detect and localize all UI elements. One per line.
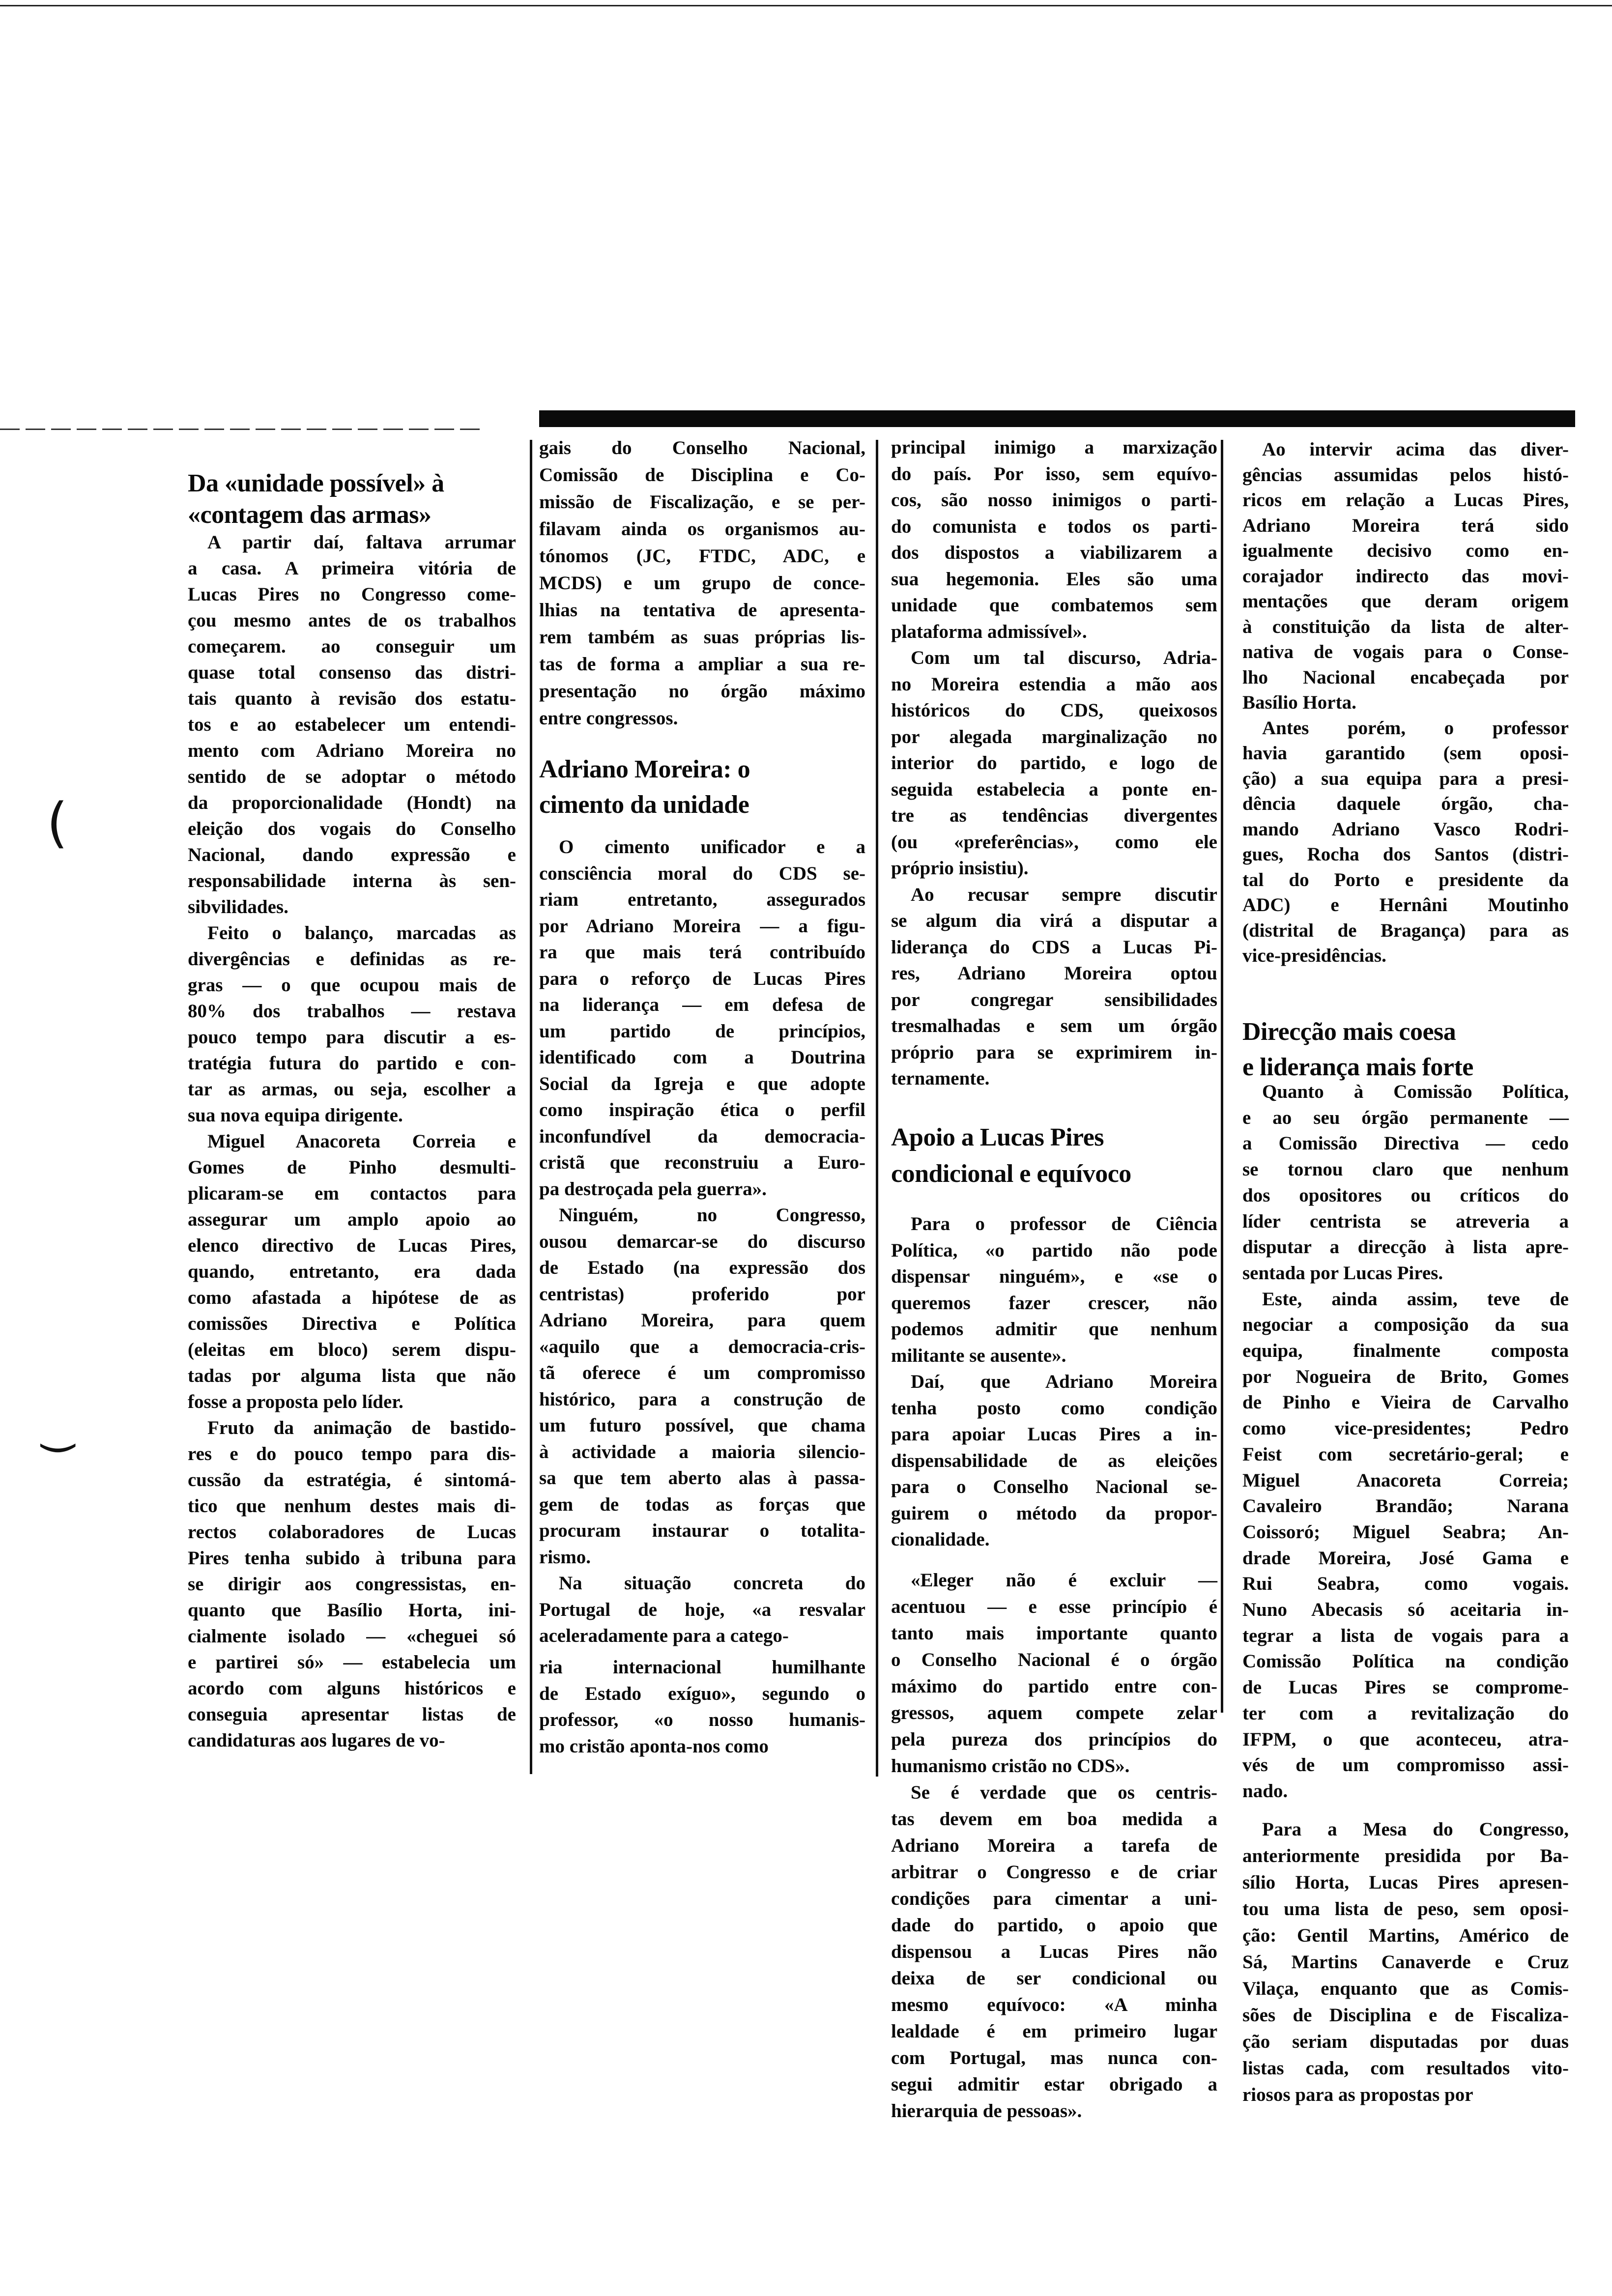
text-line: MCDS) e um grupo de conce-	[539, 573, 865, 594]
heading-line: Apoio a Lucas Pires	[891, 1123, 1104, 1151]
text-line: à constituição da lista de alter-	[1242, 616, 1569, 637]
paragraph	[891, 434, 1217, 645]
text-line: dade do partido, o apoio que	[891, 1915, 1217, 1936]
text-line: dência daquele órgão, cha-	[1242, 793, 1569, 814]
paragraph	[1242, 1287, 1569, 1805]
text-line: sílio Horta, Lucas Pires apresen-	[1242, 1872, 1569, 1893]
article-body	[1242, 437, 1569, 969]
text-line: queremos fazer crescer, não	[891, 1292, 1217, 1314]
text-line: Nacional, dando expressão e	[188, 844, 516, 865]
text-line: çou mesmo antes de os trabalhos	[188, 610, 516, 631]
heading-line: «contagem das armas»	[188, 501, 432, 529]
text-line: tónomos (JC, FTDC, ADC, e	[539, 545, 865, 567]
text-line: igualmente decisivo como en-	[1242, 540, 1569, 561]
text-line: nativa de vogais para o Conse-	[1242, 641, 1569, 662]
text-line: rem também as suas próprias lis-	[539, 627, 865, 648]
text-line: sa que tem aberto alas à passa-	[539, 1467, 865, 1489]
text-line: gras — o que ocupou mais de	[188, 975, 516, 996]
heading-line: cimento da unidade	[539, 791, 749, 819]
text-line: ção seriam disputadas por duas	[1242, 2031, 1569, 2052]
text-line: próprio insistiu).	[891, 858, 1029, 879]
text-line: Se é verdade que os centris-	[911, 1782, 1217, 1803]
text-line: dispensou a Lucas Pires não	[891, 1941, 1217, 1962]
paragraph	[891, 1369, 1217, 1553]
paragraph	[188, 529, 516, 920]
text-line: tas de forma a ampliar a sua re-	[539, 654, 865, 675]
text-line: «Eleger não é excluir —	[911, 1570, 1217, 1591]
text-line: quando, entretanto, era dada	[188, 1261, 516, 1282]
text-line: sentido de se adoptar o método	[188, 766, 516, 787]
paragraph	[891, 1567, 1217, 1779]
text-line: Política, «o partido não pode	[891, 1239, 1217, 1261]
left-dashed-rule	[0, 429, 484, 430]
text-line: Lucas Pires no Congresso come-	[188, 584, 516, 605]
text-line: se dirigir aos congressistas, en-	[188, 1574, 516, 1595]
text-line: Comissão de Disciplina e Co-	[539, 464, 865, 486]
text-line: assegurar um amplo apoio ao	[188, 1209, 516, 1230]
text-line: tais quanto à revisão dos estatu-	[188, 688, 516, 709]
text-line: no Moreira estendia a mão aos	[891, 673, 1217, 695]
text-line: Adriano Moreira a tarefa de	[891, 1835, 1217, 1856]
column-divider	[876, 440, 878, 1777]
text-line: rismo.	[539, 1546, 591, 1568]
text-line: fosse a proposta pelo líder.	[188, 1391, 403, 1412]
text-line: corajador indirecto das movi-	[1242, 565, 1569, 587]
text-line: vés de um compromisso assi-	[1242, 1754, 1569, 1776]
text-line: com Portugal, mas nunca con-	[891, 2047, 1217, 2068]
text-line: tegrar a lista de vogais para a	[1242, 1625, 1569, 1646]
text-line: lho Nacional encabeçada por	[1242, 666, 1569, 688]
text-line: (ou «preferências», como ele	[891, 831, 1217, 853]
text-line: riam entretanto, assegurados	[539, 889, 865, 910]
text-line: Miguel Anacoreta Correia e	[207, 1131, 516, 1152]
text-line: sibvilidades.	[188, 896, 288, 918]
text-line: Para o professor de Ciência	[911, 1213, 1217, 1234]
text-line: para o reforço de Lucas Pires	[539, 968, 865, 989]
text-line: e ao seu órgão permanente —	[1242, 1107, 1569, 1128]
text-line: o Conselho Nacional é o órgão	[891, 1649, 1217, 1670]
header-black-bar	[539, 410, 1575, 427]
text-line: lealdade é em primeiro lugar	[891, 2021, 1217, 2042]
text-line: acentuou — e esse princípio é	[891, 1596, 1217, 1617]
text-line: (eleitas em bloco) serem dispu-	[188, 1339, 516, 1360]
text-line: procuram instaurar o totalita-	[539, 1520, 865, 1541]
text-line: tas devem em boa medida a	[891, 1808, 1217, 1830]
paragraph	[891, 645, 1217, 882]
text-line: ternamente.	[891, 1068, 990, 1089]
text-line: sões de Disciplina e de Fiscaliza-	[1242, 2005, 1569, 2026]
text-line: liderança do CDS a Lucas Pi-	[891, 936, 1217, 958]
text-line: guirem o método da propor-	[891, 1502, 1217, 1524]
article-body	[539, 1654, 865, 1759]
text-line: hierarquia de pessoas».	[891, 2100, 1082, 2122]
text-line: Comissão Política na condição	[1242, 1651, 1569, 1672]
text-line: dispensabilidade de as eleições	[891, 1450, 1217, 1471]
text-line: comissões Directiva e Política	[188, 1313, 516, 1334]
text-line: havia garantido (sem oposi-	[1242, 743, 1569, 764]
text-line: seguida estabelecia a ponte en-	[891, 778, 1217, 800]
text-line: Daí, que Adriano Moreira	[911, 1371, 1217, 1392]
text-line: gem de todas as forças que	[539, 1493, 865, 1515]
text-line: Ao recusar sempre discutir	[911, 884, 1217, 905]
text-line: segui admitir estar obrigado a	[891, 2074, 1217, 2095]
heading-line: Adriano Moreira: o	[539, 755, 750, 783]
text-line: plataforma admissível».	[891, 621, 1087, 642]
text-line: tos e ao estabelecer um entendi-	[188, 714, 516, 735]
text-line: plicaram-se em contactos para	[188, 1183, 516, 1204]
text-line: Com um tal discurso, Adria-	[911, 647, 1217, 668]
text-line: ter com a revitalização do	[1242, 1702, 1569, 1724]
text-line: ADC) e Hernâni Moutinho	[1242, 894, 1569, 916]
heading-line: Direcção mais coesa	[1242, 1018, 1456, 1046]
paragraph	[1242, 437, 1569, 716]
text-line: anteriormente presidida por Ba-	[1242, 1845, 1569, 1866]
text-line: equipa, finalmente composta	[1242, 1340, 1569, 1362]
scan-punch-mark-icon: (	[34, 1440, 80, 1456]
text-line: missão de Fiscalização, e se per-	[539, 491, 865, 513]
text-line: como vice-presidentes; Pedro	[1242, 1418, 1569, 1439]
text-line: professor, «o nosso humanis-	[539, 1709, 865, 1730]
text-line: Ao intervir acima das diver-	[1262, 439, 1569, 460]
text-line: para o Conselho Nacional se-	[891, 1476, 1217, 1497]
text-line: Gomes de Pinho desmulti-	[188, 1157, 516, 1178]
text-line: riosos para as propostas por	[1242, 2084, 1473, 2105]
text-line: rectos colaboradores de Lucas	[188, 1521, 516, 1543]
paragraph	[891, 1779, 1217, 2124]
paragraph	[891, 882, 1217, 1092]
text-line: Nuno Abecasis só aceitaria in-	[1242, 1599, 1569, 1621]
text-line: do país. Por isso, sem equívo-	[891, 463, 1217, 485]
text-line: ricos em relação a Lucas Pires,	[1242, 489, 1569, 511]
text-line: próprio para se exprimirem in-	[891, 1041, 1217, 1063]
text-line: Quanto à Comissão Política,	[1262, 1081, 1569, 1102]
text-line: mento com Adriano Moreira no	[188, 740, 516, 761]
text-line: Este, ainda assim, teve de	[1262, 1288, 1569, 1310]
text-line: se tornou claro que nenhum	[1242, 1159, 1569, 1180]
text-line: da proporcionalidade (Hondt) na	[188, 792, 516, 813]
text-line: históricos do CDS, queixosos	[891, 700, 1217, 721]
paragraph	[1242, 1079, 1569, 1287]
article-body	[1242, 1816, 1569, 2108]
text-line: conseguia apresentar listas de	[188, 1704, 516, 1725]
text-line: drade Moreira, José Gama e	[1242, 1547, 1569, 1569]
text-line: ção) a sua equipa para a presi-	[1242, 768, 1569, 789]
article-body	[1242, 1079, 1569, 1805]
page-top-rule	[0, 5, 1612, 6]
paragraph	[188, 920, 516, 1128]
text-line: por Adriano Moreira — a figu-	[539, 915, 865, 937]
paragraph	[188, 1128, 516, 1415]
text-line: começarem. ao conseguir um	[188, 636, 516, 657]
text-line: res, Adriano Moreira optou	[891, 963, 1217, 984]
text-line: tal do Porto e presidente da	[1242, 869, 1569, 890]
text-line: entre congressos.	[539, 708, 678, 729]
text-line: líder centrista se atreveria a	[1242, 1210, 1569, 1232]
text-line: como afastada a hipótese de as	[188, 1287, 516, 1308]
text-line: histórico, para a construção de	[539, 1388, 865, 1410]
text-line: tenha posto como condição	[891, 1397, 1217, 1419]
text-line: pa destroçada pela guerra».	[539, 1178, 767, 1200]
text-line: cialmente isolado — «cheguei só	[188, 1626, 516, 1647]
text-line: consciência moral do CDS se-	[539, 862, 865, 884]
paragraph	[539, 1570, 865, 1649]
text-line: mesmo equívoco: «A minha	[891, 1994, 1217, 2015]
text-line: de Pinho e Vieira de Carvalho	[1242, 1392, 1569, 1413]
text-line: negociar a composição da sua	[1242, 1314, 1569, 1336]
article-body	[891, 1567, 1217, 2124]
text-line: tratégia futura do partido e con-	[188, 1053, 516, 1074]
text-line: disputar a direcção à lista apre-	[1242, 1236, 1569, 1258]
text-line: Social da Igreja e que adopte	[539, 1073, 865, 1094]
article-body	[891, 1211, 1217, 1553]
text-line: sentada por Lucas Pires.	[1242, 1262, 1443, 1284]
text-line: condições para cimentar a uni-	[891, 1888, 1217, 1909]
text-line: Na situação concreta do	[559, 1573, 865, 1594]
text-line: centristas) proferido por	[539, 1283, 865, 1305]
text-line: mando Adriano Vasco Rodri-	[1242, 818, 1569, 840]
text-line: Antes porém, o professor	[1262, 717, 1569, 739]
text-line: elenco directivo de Lucas Pires,	[188, 1235, 516, 1256]
text-line: Miguel Anacoreta Correia;	[1242, 1469, 1569, 1491]
text-line: ria internacional humilhante	[539, 1657, 865, 1678]
text-line: à actividade a maioria silencio-	[539, 1441, 865, 1463]
paragraph	[891, 1211, 1217, 1369]
text-line: Pires tenha subido à tribuna para	[188, 1548, 516, 1569]
text-line: 80% dos trabalhos — restava	[188, 1001, 516, 1022]
text-line: principal inimigo a marxização	[891, 437, 1217, 458]
text-line: Ninguém, no Congresso,	[559, 1205, 865, 1226]
text-line: para apoiar Lucas Pires a in-	[891, 1424, 1217, 1445]
text-line: pela pureza dos princípios do	[891, 1729, 1217, 1750]
text-line: de Estado exíguo», segundo o	[539, 1683, 865, 1704]
text-line: candidaturas aos lugares de vo-	[188, 1730, 445, 1751]
text-line: a casa. A primeira vitória de	[188, 558, 516, 579]
text-line: humanismo cristão no CDS».	[891, 1755, 1130, 1777]
text-line: filavam ainda os organismos au-	[539, 518, 865, 540]
text-line: gues, Rocha dos Santos (distri-	[1242, 844, 1569, 865]
paragraph	[188, 1415, 516, 1753]
section-heading	[539, 752, 865, 823]
text-line: tar as armas, ou seja, escolher a	[188, 1079, 516, 1100]
paragraph	[539, 1202, 865, 1570]
paragraph	[1242, 1816, 1569, 2108]
text-line: acordo com alguns históricos e	[188, 1678, 516, 1699]
text-line: (distrital de Bragança) para as	[1242, 919, 1569, 941]
text-line: cionalidade.	[891, 1529, 990, 1550]
text-line: Basílio Horta.	[1242, 692, 1356, 713]
text-line: lhias na tentativa de apresenta-	[539, 600, 865, 621]
text-line: um futuro possível, que chama	[539, 1415, 865, 1436]
text-line: tadas por alguma lista que não	[188, 1365, 516, 1386]
text-line: militante se ausente».	[891, 1345, 1066, 1366]
text-line: mentações que deram origem	[1242, 591, 1569, 612]
text-line: ção: Gentil Martins, Américo de	[1242, 1925, 1569, 1946]
text-line: podemos admitir que nenhum	[891, 1319, 1217, 1340]
text-line: IFPM, o que aconteceu, atra-	[1242, 1728, 1569, 1750]
text-line: máximo do partido entre con-	[891, 1676, 1217, 1697]
text-line: presentação no órgão máximo	[539, 681, 865, 702]
section-heading	[188, 468, 514, 531]
text-line: unidade que combatemos sem	[891, 595, 1217, 616]
article-body	[539, 434, 865, 732]
text-line: arbitrar o Congresso e de criar	[891, 1862, 1217, 1883]
scan-punch-mark-icon: (	[47, 791, 68, 854]
text-line: por Nogueira de Brito, Gomes	[1242, 1366, 1569, 1387]
text-line: de Lucas Pires se comprome-	[1242, 1677, 1569, 1698]
text-line: na liderança — em defesa de	[539, 994, 865, 1015]
text-line: «aquilo que a democracia-cris-	[539, 1336, 865, 1357]
text-line: gais do Conselho Nacional,	[539, 437, 865, 459]
heading-line: Da «unidade possível» à	[188, 469, 444, 497]
text-line: tico que nenhum destes mais di-	[188, 1495, 516, 1517]
paragraph	[539, 434, 865, 732]
section-heading	[891, 1119, 1217, 1192]
text-line: aceleradamente para a catego-	[539, 1625, 789, 1646]
text-line: nado.	[1242, 1780, 1288, 1802]
text-line: se algum dia virá a disputar a	[891, 910, 1217, 931]
paragraph	[539, 1654, 865, 1759]
text-line: Para a Mesa do Congresso,	[1262, 1819, 1569, 1840]
text-line: pouco tempo para discutir a es-	[188, 1027, 516, 1048]
article-body	[891, 434, 1217, 1092]
paragraph	[1242, 716, 1569, 969]
text-line: sua hegemonia. Eles são uma	[891, 568, 1217, 590]
text-line: tre as tendências divergentes	[891, 805, 1217, 826]
text-line: cussão da estratégia, é sintomá-	[188, 1469, 516, 1491]
text-line: mo cristão aponta-nos como	[539, 1735, 769, 1757]
text-line: listas cada, com resultados vito-	[1242, 2058, 1569, 2079]
text-line: por alegada marginalização no	[891, 726, 1217, 747]
text-line: A partir daí, faltava arrumar	[207, 532, 516, 553]
text-line: sua nova equipa dirigente.	[188, 1105, 403, 1126]
text-line: vice-presidências.	[1242, 945, 1386, 966]
text-line: quanto que Basílio Horta, ini-	[188, 1600, 516, 1621]
text-line: ra que mais terá contribuído	[539, 942, 865, 963]
text-line: dos opositores ou críticos do	[1242, 1184, 1569, 1206]
column-divider	[530, 440, 532, 1774]
text-line: Adriano Moreira terá sido	[1242, 515, 1569, 536]
text-line: inconfundível da democracia-	[539, 1125, 865, 1147]
text-line: interior do partido, e logo de	[891, 752, 1217, 774]
text-line: Feist com secretário-geral; e	[1242, 1443, 1569, 1465]
paragraph	[539, 834, 865, 1202]
text-line: de Estado (na expressão dos	[539, 1257, 865, 1278]
text-line: tresmalhadas e sem um órgão	[891, 1015, 1217, 1036]
heading-line: condicional e equívoco	[891, 1160, 1131, 1188]
article-body	[188, 529, 516, 1753]
text-line: Portugal de hoje, «a resvalar	[539, 1599, 865, 1620]
heading-line: e liderança mais forte	[1242, 1053, 1473, 1081]
text-line: gências assumidas pelos histó-	[1242, 464, 1569, 486]
text-line: O cimento unificador e a	[559, 836, 865, 858]
text-line: ousou demarcar-se do discurso	[539, 1231, 865, 1252]
article-body	[539, 834, 865, 1649]
section-heading	[1242, 1014, 1569, 1085]
text-line: tou uma lista de peso, sem oposi-	[1242, 1898, 1569, 1920]
text-line: Vilaça, enquanto que as Comis-	[1242, 1978, 1569, 1999]
text-line: deixa de ser condicional ou	[891, 1968, 1217, 1989]
text-line: a Comissão Directiva — cedo	[1242, 1133, 1569, 1154]
text-line: Sá, Martins Canaverde e Cruz	[1242, 1952, 1569, 1973]
text-line: e partirei só» — estabelecia um	[188, 1652, 516, 1673]
text-line: cos, são nosso inimigos o parti-	[891, 489, 1217, 511]
text-line: Feito o balanço, marcadas as	[207, 922, 516, 944]
text-line: Cavaleiro Brandão; Narana	[1242, 1495, 1569, 1517]
text-line: eleição dos vogais do Conselho	[188, 818, 516, 839]
text-line: gressos, aquem compete zelar	[891, 1702, 1217, 1723]
text-line: Coissoró; Miguel Seabra; An-	[1242, 1521, 1569, 1543]
text-line: dos dispostos a viabilizarem a	[891, 542, 1217, 563]
text-line: tã oferece é um compromisso	[539, 1362, 865, 1383]
text-line: res e do pouco tempo para dis-	[188, 1443, 516, 1464]
text-line: Adriano Moreira, para quem	[539, 1310, 865, 1331]
text-line: como inspiração ética o perfil	[539, 1099, 865, 1120]
text-line: quase total consenso das distri-	[188, 662, 516, 683]
text-line: dispensar ninguém», e «se o	[891, 1266, 1217, 1287]
text-line: cristã que reconstruiu a Euro-	[539, 1152, 865, 1173]
text-line: do comunista e todos os parti-	[891, 516, 1217, 537]
column-divider	[1221, 440, 1223, 1713]
text-line: um partido de princípios,	[539, 1020, 865, 1042]
text-line: divergências e definidas as re-	[188, 948, 516, 970]
text-line: por congregar sensibilidades	[891, 989, 1217, 1010]
text-line: responsabilidade interna às sen-	[188, 870, 516, 891]
text-line: identificado com a Doutrina	[539, 1047, 865, 1068]
text-line: tanto mais importante quanto	[891, 1623, 1217, 1644]
text-line: Rui Seabra, como vogais.	[1242, 1573, 1569, 1595]
text-line: Fruto da animação de bastido-	[207, 1417, 516, 1438]
